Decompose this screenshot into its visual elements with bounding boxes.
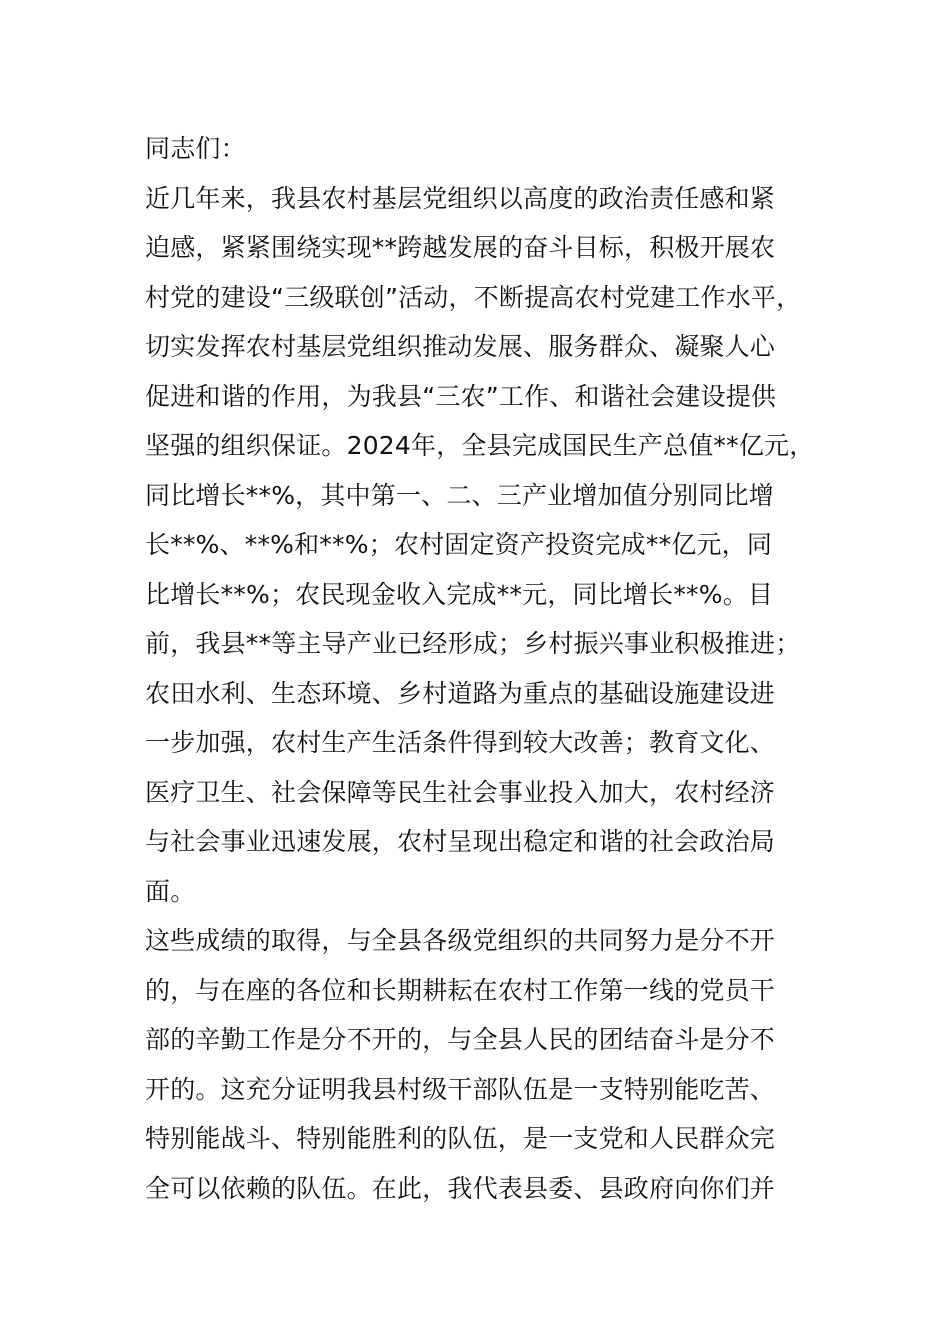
paragraph-2-line-1: 这些成绩的取得，与全县各级党组织的共同努力是分不开	[145, 926, 776, 955]
paragraph-1-line-10: 前，我县**等主导产业已经形成；乡村振兴事业积极推进；	[145, 629, 801, 658]
paragraph-1-line-6: 坚强的组织保证。2024年，全县完成国民生产总值**亿元，	[145, 431, 815, 460]
paragraph-2-line-3: 部的辛勤工作是分不开的，与全县人民的团结奋斗是分不	[145, 1025, 776, 1054]
paragraph-1-line-4: 切实发挥农村基层党组织推动发展、服务群众、凝聚人心	[145, 332, 776, 361]
paragraph-1-line-15: 面。	[145, 876, 196, 906]
salutation-line: 同志们：	[145, 134, 246, 163]
paragraph-2-line-2: 的，与在座的各位和长期耕耘在农村工作第一线的党员干	[145, 975, 776, 1005]
paragraph-1-line-1: 近几年来，我县农村基层党组织以高度的政治责任感和紧	[145, 183, 776, 213]
paragraph-1-line-13: 医疗卫生、社会保障等民生社会事业投入加大，农村经济	[145, 777, 776, 807]
paragraph-1-line-8: 长**%、**%和**%；农村固定资产投资完成**亿元，同	[145, 530, 773, 559]
paragraph-2-line-5: 特别能战斗、特别能胜利的队伍，是一支党和人民群众完	[145, 1124, 776, 1153]
paragraph-1-line-9: 比增长**%；农民现金收入完成**元，同比增长**%。目	[145, 579, 774, 609]
document-page	[145, 124, 845, 1213]
paragraph-2-line-6: 全可以依赖的队伍。在此，我代表县委、县政府向你们并	[145, 1173, 776, 1203]
paragraph-1-line-5: 促进和谐的作用，为我县“三农”工作、和谐社会建设提供	[145, 381, 777, 411]
paragraph-1-line-3: 村党的建设“三级联创”活动，不断提高农村党建工作水平，	[145, 282, 802, 312]
paragraph-1-line-7: 同比增长**%，其中第一、二、三产业增加值分别同比增	[145, 480, 774, 510]
paragraph-1-line-14: 与社会事业迅速发展，农村呈现出稳定和谐的社会政治局	[145, 827, 776, 856]
paragraph-1-line-11: 农田水利、生态环境、乡村道路为重点的基础设施建设进	[145, 678, 776, 708]
paragraph-1-line-2: 迫感，紧紧围绕实现**跨越发展的奋斗目标，积极开展农	[145, 233, 776, 262]
paragraph-2-line-4: 开的。这充分证明我县村级干部队伍是一支特别能吃苦、	[145, 1074, 776, 1104]
paragraph-1-line-12: 一步加强，农村生产生活条件得到较大改善；教育文化、	[145, 728, 776, 757]
